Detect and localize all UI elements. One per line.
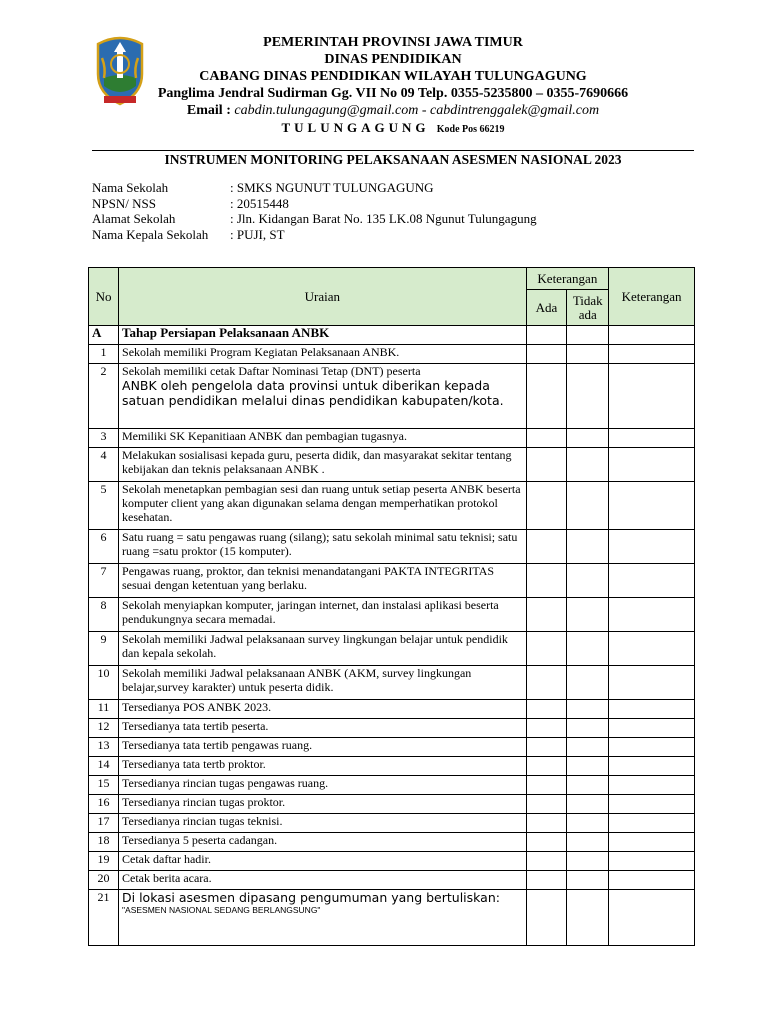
keterangan-cell[interactable]	[609, 598, 695, 632]
header-no: No	[89, 268, 119, 326]
row-text: Tersedianya tata tertib pengawas ruang.	[122, 738, 313, 752]
ada-cell[interactable]	[526, 482, 567, 530]
tidak-ada-cell[interactable]	[567, 738, 609, 757]
ada-cell[interactable]	[526, 530, 567, 564]
header-tidak-ada: Tidak ada	[567, 290, 609, 326]
section-title: Tahap Persiapan Pelaksanaan ANBK	[119, 326, 527, 345]
table-row	[89, 833, 695, 852]
tidak-ada-cell[interactable]	[567, 852, 609, 871]
row-uraian	[119, 700, 527, 719]
tidak-ada-cell[interactable]	[567, 632, 609, 666]
table-row	[89, 814, 695, 833]
row-uraian	[119, 632, 527, 666]
row-uraian	[119, 364, 527, 429]
row-text: Tersedianya tata tertib peserta.	[122, 719, 269, 733]
info-value: : PUJI, ST	[230, 226, 285, 242]
table-row	[89, 666, 695, 700]
row-number: 3	[89, 429, 119, 448]
row-text: Sekolah memiliki cetak Daftar Nominasi Tetap (DNT) peserta	[122, 364, 421, 378]
info-value: : 20515448	[230, 195, 289, 211]
monitoring-table	[88, 267, 695, 946]
info-value: : Jln. Kidangan Barat No. 135 LK.08 Ngunut Tulungagung	[230, 211, 537, 226]
row-number: 19	[89, 852, 119, 871]
header-keterangan-group: Keterangan	[526, 268, 609, 290]
row-text: Tersedianya tata tertb proktor.	[122, 757, 266, 771]
email-label: Email :	[186, 103, 231, 118]
table-row	[89, 482, 695, 530]
keterangan-cell[interactable]	[609, 530, 695, 564]
letterhead-city	[140, 119, 646, 138]
section-row	[89, 326, 695, 345]
tidak-ada-cell[interactable]	[567, 814, 609, 833]
row-text: Sekolah memiliki Jadwal pelaksanaan survey lingkungan belajar untuk pendidik dan kepala sekolah.	[122, 632, 508, 660]
row-uraian	[119, 738, 527, 757]
row-number: 6	[89, 530, 119, 564]
row-uraian	[119, 776, 527, 795]
row-uraian	[119, 795, 527, 814]
tidak-ada-cell[interactable]	[567, 429, 609, 448]
row-uraian	[119, 666, 527, 700]
row-uraian	[119, 871, 527, 890]
row-number: 15	[89, 776, 119, 795]
row-number: 1	[89, 345, 119, 364]
row-number: 2	[89, 364, 119, 429]
keterangan-cell[interactable]	[609, 890, 695, 946]
row-text: Di lokasi asesmen dipasang pengumuman yang bertuliskan:	[122, 890, 500, 905]
info-row-npsn	[92, 196, 537, 212]
row-uraian	[119, 564, 527, 598]
ada-cell[interactable]	[526, 852, 567, 871]
tidak-ada-cell[interactable]	[567, 345, 609, 364]
ada-cell[interactable]	[526, 738, 567, 757]
row-number: 17	[89, 814, 119, 833]
row-text: Sekolah menetapkan pembagian sesi dan ruang untuk setiap peserta ANBK beserta komputer client yang akan digunakan selama dengan memperhatikan protokol kesehatan.	[122, 482, 521, 524]
table-row	[89, 632, 695, 666]
table-row	[89, 852, 695, 871]
ada-cell[interactable]	[526, 871, 567, 890]
keterangan-cell[interactable]	[609, 833, 695, 852]
keterangan-cell[interactable]	[609, 482, 695, 530]
row-number: 16	[89, 795, 119, 814]
header-keterangan: Keterangan	[609, 268, 695, 326]
table-row	[89, 364, 695, 429]
table-row	[89, 719, 695, 738]
table-row	[89, 598, 695, 632]
row-uraian	[119, 890, 527, 946]
tidak-ada-cell[interactable]	[567, 871, 609, 890]
table-row	[89, 757, 695, 776]
row-number: 5	[89, 482, 119, 530]
city-name: TULUNGAGUNG	[281, 120, 430, 135]
info-label: Nama Kepala Sekolah	[92, 226, 209, 242]
row-number: 4	[89, 448, 119, 482]
tidak-ada-cell[interactable]	[567, 757, 609, 776]
row-text: Pengawas ruang, proktor, dan teknisi menandatangani PAKTA INTEGRITAS sesuai dengan ketentuan yang berlaku.	[122, 564, 495, 592]
ada-cell[interactable]	[526, 598, 567, 632]
row-uraian	[119, 345, 527, 364]
table-row	[89, 345, 695, 364]
tidak-ada-cell[interactable]	[567, 719, 609, 738]
tidak-ada-cell[interactable]	[567, 776, 609, 795]
info-label: Nama Sekolah	[92, 180, 169, 195]
letterhead-branch: CABANG DINAS PENDIDIKAN WILAYAH TULUNGAGUNG	[199, 69, 587, 84]
row-uraian	[119, 814, 527, 833]
keterangan-cell[interactable]	[609, 871, 695, 890]
keterangan-cell[interactable]	[609, 345, 695, 364]
ada-cell[interactable]	[526, 814, 567, 833]
keterangan-cell[interactable]	[609, 719, 695, 738]
tidak-ada-cell[interactable]	[567, 666, 609, 700]
row-uraian	[119, 429, 527, 448]
keterangan-cell[interactable]	[609, 564, 695, 598]
email-value: cabdin.tulungagung@gmail.com - cabdintrenggalek@gmail.com	[230, 103, 600, 118]
keterangan-cell[interactable]	[609, 738, 695, 757]
row-number: 11	[89, 700, 119, 719]
ada-cell[interactable]	[526, 326, 567, 345]
ada-cell[interactable]	[526, 700, 567, 719]
tidak-ada-cell[interactable]	[567, 482, 609, 530]
row-number: 10	[89, 666, 119, 700]
tidak-ada-cell[interactable]	[567, 364, 609, 429]
keterangan-cell[interactable]	[609, 364, 695, 429]
ada-cell[interactable]	[526, 757, 567, 776]
row-number: 7	[89, 564, 119, 598]
keterangan-cell[interactable]	[609, 776, 695, 795]
tidak-ada-cell[interactable]	[567, 448, 609, 482]
info-label: Alamat Sekolah	[92, 211, 176, 226]
section-code: A	[89, 326, 119, 345]
row-text: Tersedianya POS ANBK 2023.	[122, 700, 272, 714]
keterangan-cell[interactable]	[609, 448, 695, 482]
keterangan-cell[interactable]	[609, 632, 695, 666]
table-row	[89, 776, 695, 795]
tidak-ada-cell[interactable]	[567, 530, 609, 564]
tidak-ada-cell[interactable]	[567, 326, 609, 345]
row-text: Cetak berita acara.	[122, 871, 212, 885]
tidak-ada-cell[interactable]	[567, 795, 609, 814]
keterangan-cell[interactable]	[609, 795, 695, 814]
letterhead	[140, 34, 646, 138]
row-number: 13	[89, 738, 119, 757]
keterangan-cell[interactable]	[609, 852, 695, 871]
tidak-ada-cell[interactable]	[567, 700, 609, 719]
row-number: 18	[89, 833, 119, 852]
ada-cell[interactable]	[526, 364, 567, 429]
ada-cell[interactable]	[526, 564, 567, 598]
ada-cell[interactable]	[526, 666, 567, 700]
info-label: NPSN/ NSS	[92, 195, 156, 211]
keterangan-cell[interactable]	[609, 326, 695, 345]
header-uraian: Uraian	[119, 268, 527, 326]
row-uraian	[119, 757, 527, 776]
row-text-continued: ANBK oleh pengelola data provinsi untuk diberikan kepada satuan pendidikan melalui dinas pendidikan kabupaten/kota.	[122, 378, 504, 408]
letterhead-email	[140, 102, 646, 119]
row-text: Tersedianya rincian tugas proktor.	[122, 795, 286, 809]
school-info	[92, 180, 537, 242]
row-text: Cetak daftar hadir.	[122, 852, 211, 866]
info-value: : SMKS NGUNUT TULUNGAGUNG	[230, 180, 434, 195]
header-ada: Ada	[526, 290, 567, 326]
table-row	[89, 738, 695, 757]
letterhead-divider	[92, 150, 694, 151]
keterangan-cell[interactable]	[609, 814, 695, 833]
letterhead-government: PEMERINTAH PROVINSI JAWA TIMUR	[263, 35, 523, 50]
row-number: 20	[89, 871, 119, 890]
row-text: Memiliki SK Kepanitiaan ANBK dan pembagian tugasnya.	[122, 429, 407, 443]
document-title: INSTRUMEN MONITORING PELAKSANAAN ASESMEN NASIONAL 2023	[164, 152, 622, 167]
table-row	[89, 564, 695, 598]
tidak-ada-cell[interactable]	[567, 564, 609, 598]
row-uraian	[119, 598, 527, 632]
row-uraian	[119, 852, 527, 871]
table-row	[89, 700, 695, 719]
row-uraian	[119, 530, 527, 564]
ada-cell[interactable]	[526, 795, 567, 814]
row-text: Sekolah memiliki Program Kegiatan Pelaksanaan ANBK.	[122, 345, 400, 359]
ada-cell[interactable]	[526, 448, 567, 482]
row-uraian	[119, 719, 527, 738]
row-uraian	[119, 448, 527, 482]
info-row-principal	[92, 227, 537, 243]
table-row	[89, 448, 695, 482]
row-number: 12	[89, 719, 119, 738]
row-text: Tersedianya rincian tugas pengawas ruang.	[122, 776, 329, 790]
info-row-school-name	[92, 180, 537, 196]
table-row	[89, 871, 695, 890]
row-text: Tersedianya 5 peserta cadangan.	[122, 833, 278, 847]
info-row-address	[92, 211, 537, 227]
row-number: 9	[89, 632, 119, 666]
table-row	[89, 530, 695, 564]
letterhead-department: DINAS PENDIDIKAN	[324, 52, 462, 67]
ada-cell[interactable]	[526, 429, 567, 448]
row-text-continued: "ASESMEN NASIONAL SEDANG BERLANGSUNG"	[122, 905, 321, 915]
letterhead-address: Panglima Jendral Sudirman Gg. VII No 09 Telp. 0355-5235800 – 0355-7690666	[157, 86, 629, 101]
ada-cell[interactable]	[526, 345, 567, 364]
table-row	[89, 795, 695, 814]
row-uraian	[119, 833, 527, 852]
keterangan-cell[interactable]	[609, 429, 695, 448]
ada-cell[interactable]	[526, 890, 567, 946]
row-text: Satu ruang = satu pengawas ruang (silang); satu sekolah minimal satu teknisi; satu ruang =satu proktor (15 komputer).	[122, 530, 518, 558]
postal-code: Kode Pos 66219	[436, 124, 505, 135]
row-text: Sekolah menyiapkan komputer, jaringan internet, dan instalasi aplikasi beserta pendukungnya secara memadai.	[122, 598, 499, 626]
table-row	[89, 429, 695, 448]
table-row	[89, 890, 695, 946]
ada-cell[interactable]	[526, 776, 567, 795]
keterangan-cell[interactable]	[609, 666, 695, 700]
row-number: 14	[89, 757, 119, 776]
row-text: Tersedianya rincian tugas teknisi.	[122, 814, 283, 828]
tidak-ada-cell[interactable]	[567, 598, 609, 632]
keterangan-cell[interactable]	[609, 700, 695, 719]
row-text: Sekolah memiliki Jadwal pelaksanaan ANBK (AKM, survey lingkungan belajar,survey karakter) untuk peserta didik.	[122, 666, 472, 694]
row-number: 21	[89, 890, 119, 946]
ada-cell[interactable]	[526, 833, 567, 852]
tidak-ada-cell[interactable]	[567, 890, 609, 946]
row-number: 8	[89, 598, 119, 632]
row-uraian	[119, 482, 527, 530]
ada-cell[interactable]	[526, 719, 567, 738]
ada-cell[interactable]	[526, 632, 567, 666]
tidak-ada-cell[interactable]	[567, 833, 609, 852]
keterangan-cell[interactable]	[609, 757, 695, 776]
row-text: Melakukan sosialisasi kepada guru, peserta didik, dan masyarakat sekitar tentang kebijakan dan teknis pelaksanaan ANBK .	[122, 448, 512, 476]
